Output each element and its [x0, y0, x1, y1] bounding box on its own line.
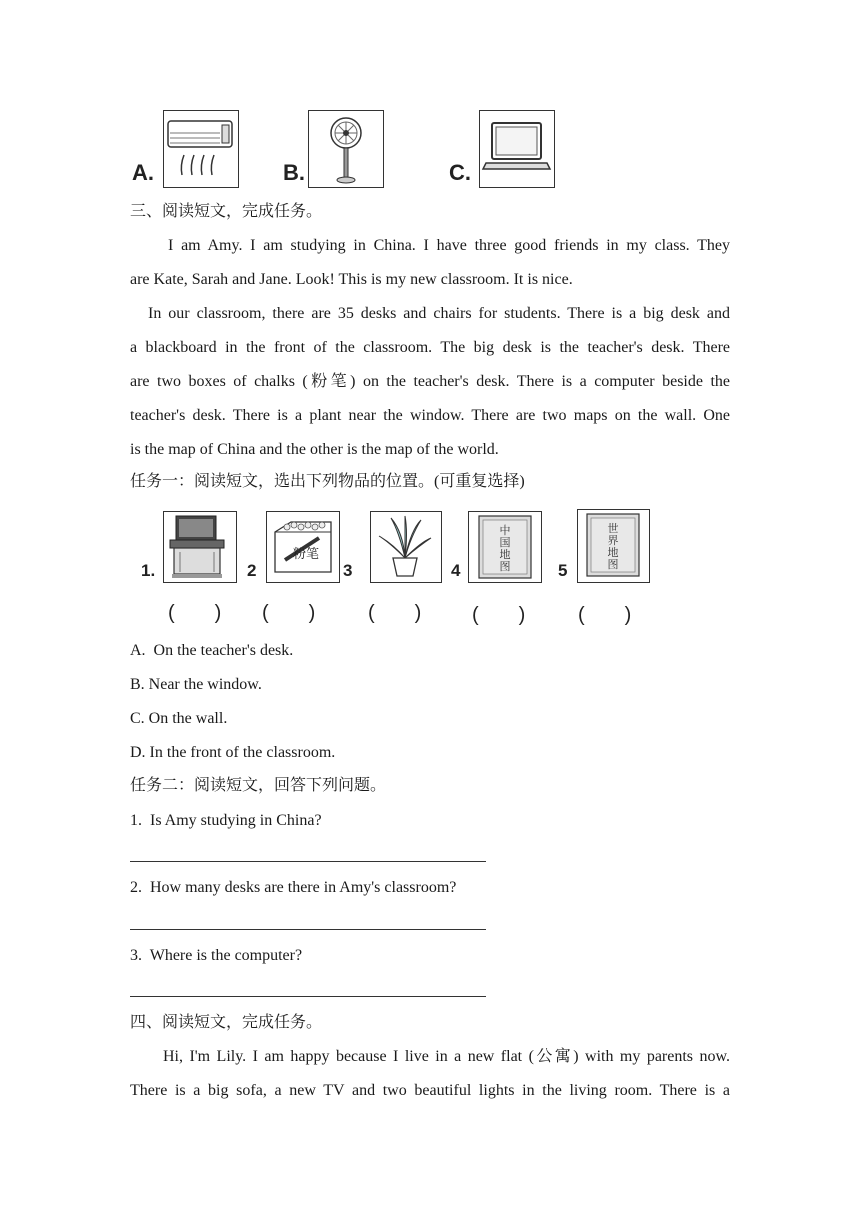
answer-blank-4[interactable]: ( ): [472, 604, 526, 626]
svg-text:世: 世: [607, 522, 619, 535]
option-letter-b: B.: [283, 160, 305, 185]
passage-line-6: teacher's desk. There is a plant near the window. There are two maps on the wall. One: [130, 407, 730, 424]
item-4-picture: [468, 511, 542, 583]
item-2-number: 2: [247, 561, 257, 580]
passage-line-1: I am Amy. I am studying in China. I have three good friends in my class. They: [168, 237, 730, 254]
answer-line-2[interactable]: [130, 929, 486, 930]
answer-line-1[interactable]: [130, 861, 486, 862]
laptop-icon: [480, 111, 553, 186]
svg-text:图: 图: [499, 560, 511, 573]
electric-fan-icon: [309, 111, 382, 186]
passage-line-4: a blackboard in the front of the classroom. The big desk is the teacher's desk. There: [130, 339, 730, 356]
task1-option-b: B. Near the window.: [130, 676, 262, 693]
potted-plant-icon: [371, 512, 440, 581]
svg-text:地: 地: [499, 548, 511, 561]
question-3: 3. Where is the computer?: [130, 947, 303, 964]
section4-passage-line-2: There is a big sofa, a new TV and two beautiful lights in the living room. There is a: [130, 1082, 730, 1099]
option-letter-a: A.: [132, 160, 154, 185]
chalk-label: 粉笔: [293, 547, 320, 562]
item-5-picture: [577, 509, 650, 583]
item-5-number: 5: [558, 561, 568, 580]
question-2: 2. How many desks are there in Amy's classroom?: [130, 879, 457, 896]
laptop-picture: [479, 110, 555, 188]
world-map-icon: [578, 510, 648, 581]
teacher-desk-computer-icon: [164, 512, 235, 581]
chalk-box-icon: [267, 512, 338, 581]
section4-heading: 四、阅读短文，完成任务。: [130, 1014, 323, 1031]
china-map-icon: [469, 512, 540, 581]
answer-blank-2[interactable]: ( ): [262, 602, 316, 624]
task1-option-a: A. On the teacher's desk.: [130, 642, 294, 659]
section4-passage-line-1: Hi, I'm Lily. I am happy because I live in a new flat (公寓) with my parents now.: [163, 1048, 730, 1065]
svg-text:中: 中: [499, 524, 511, 537]
item-4-number: 4: [451, 561, 461, 580]
svg-text:图: 图: [607, 558, 619, 571]
answer-blank-3[interactable]: ( ): [368, 602, 422, 624]
task1-option-c: C. On the wall.: [130, 710, 228, 727]
task1-title: 任务一：阅读短文，选出下列物品的位置。(可重复选择): [130, 473, 525, 490]
section3-heading: 三、阅读短文，完成任务。: [130, 203, 323, 220]
task1-option-d: D. In the front of the classroom.: [130, 744, 336, 761]
svg-text:地: 地: [607, 546, 619, 559]
passage-line-5: are two boxes of chalks (粉笔) on the teacher's desk. There is a computer beside the: [130, 373, 730, 390]
answer-line-3[interactable]: [130, 996, 486, 997]
task2-title: 任务二：阅读短文，回答下列问题。: [130, 777, 387, 794]
item-2-picture: [266, 511, 340, 583]
air-conditioner-picture: [163, 110, 239, 188]
passage-line-2: are Kate, Sarah and Jane. Look! This is my new classroom. It is nice.: [130, 271, 573, 288]
svg-text:界: 界: [607, 534, 619, 547]
answer-blank-1[interactable]: ( ): [168, 602, 222, 624]
answer-blank-5[interactable]: ( ): [578, 604, 632, 626]
item-1-number: 1.: [141, 561, 156, 580]
passage-line-7: is the map of China and the other is the map of the world.: [130, 441, 499, 458]
item-1-picture: [163, 511, 237, 583]
passage-line-3: In our classroom, there are 35 desks and chairs for students. There is a big desk and: [148, 305, 730, 322]
question-1: 1. Is Amy studying in China?: [130, 812, 322, 829]
electric-fan-picture: [308, 110, 384, 188]
item-3-number: 3: [343, 561, 353, 580]
option-letter-c: C.: [449, 160, 471, 185]
item-3-picture: [370, 511, 442, 583]
air-conditioner-icon: [164, 111, 237, 186]
svg-text:国: 国: [499, 536, 511, 549]
